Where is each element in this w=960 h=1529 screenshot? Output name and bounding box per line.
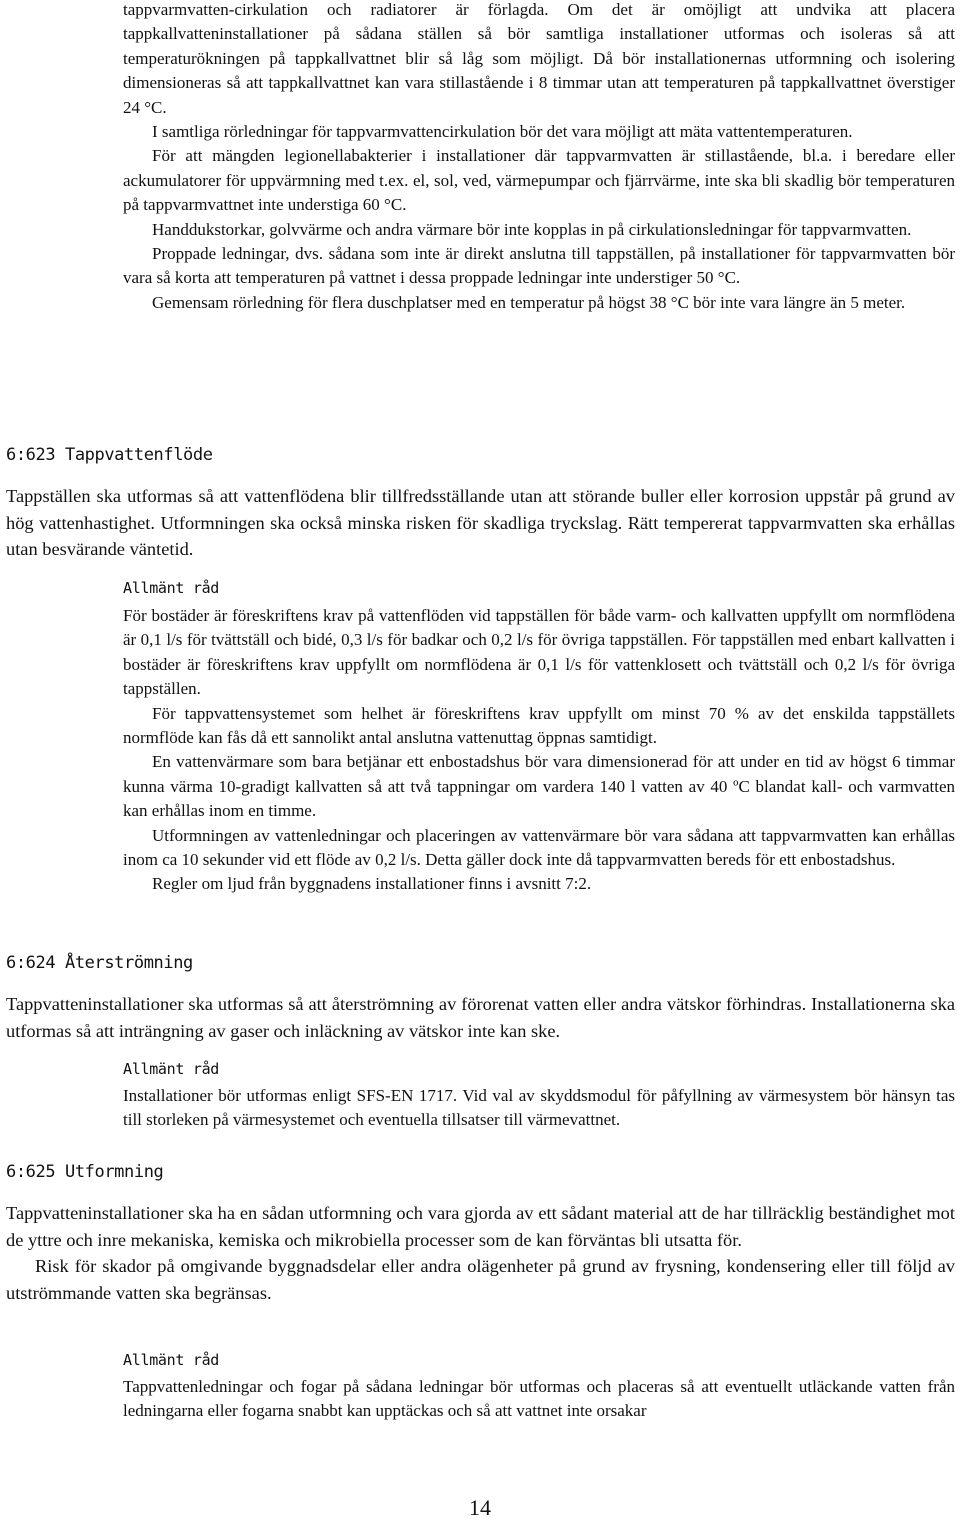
advice-paragraph: En vattenvärmare som bara betjänar ett enbostadshus bör vara dimensionerad för att under en tid av högst 6 timmar kunna värma 10-gradigt kallvatten så att två tappningar om vardera 140 l vatten av 40 ºC blandat kall- och varmvatten kan erhållas inom en timme.: [123, 752, 955, 821]
general-advice-6-625: [123, 1375, 955, 1424]
general-advice-label: Allmänt råd: [123, 1351, 220, 1369]
section-body-6-623: [6, 483, 955, 563]
section-body-6-624: [6, 991, 955, 1044]
rule-paragraph: Tappställen ska utformas så att vattenflödena blir tillfredsställande utan att störande buller eller korrosion uppstår på grund av hög vattenhastighet. Utformningen ska också minska risken för skadliga tryckslag. Rätt tempererat tappvarmvatten ska erhållas utan besvärande väntetid.: [6, 486, 955, 560]
general-advice-label: Allmänt råd: [123, 579, 220, 597]
rule-paragraph: Risk för skador på omgivande byggnadsdelar eller andra olägenheter på grund av frysning, kondensering eller till följd av utströmmande vatten ska begränsas.: [6, 1256, 955, 1303]
advice-paragraph: Proppade ledningar, dvs. sådana som inte är direkt anslutna till tappställen, på installationer för tappvarmvatten bör vara så korta att temperaturen på vattnet i dessa proppade ledningar inte understiger 50 °C.: [123, 244, 955, 288]
advice-paragraph: I samtliga rörledningar för tappvarmvattencirkulation bör det vara möjligt att mäta vattentemperaturen.: [152, 122, 853, 142]
advice-paragraph: Utformningen av vattenledningar och placeringen av vattenvärmare bör vara sådana att tappvarmvatten kan erhållas inom ca 10 sekunder vid ett flöde av 0,2 l/s. Detta gäller dock inte då tappvarmvatten bereds för ett enbostadshus.: [123, 825, 955, 870]
section-heading-6-624: 6:624 Återströmning: [6, 953, 193, 973]
page-number: 14: [469, 1495, 491, 1520]
advice-paragraph: För att mängden legionellabakterier i installationer där tappvarmvatten är stillastående, bl.a. i beredare eller ackumulatorer för uppvärmning med t.ex. el, sol, ved, värmepumpar och fjärrvärme, inte ska bli skadlig bör temperaturen på tappvarmvattnet inte understiga 60 °C.: [123, 146, 955, 215]
advice-paragraph: Gemensam rörledning för flera duschplatser med en temperatur på högst 38 °C bör inte vara längre än 5 meter.: [152, 292, 906, 312]
section-heading-6-623: 6:623 Tappvattenflöde: [6, 445, 213, 465]
top-advice-block: [123, 0, 955, 315]
general-advice-label: Allmänt råd: [123, 1060, 220, 1078]
advice-paragraph: Tappvattenledningar och fogar på sådana ledningar bör utformas och placeras så att eventuellt utläckande vatten från ledningarna eller fogarna snabbt kan upptäckas och så att vattnet inte orsakar: [123, 1377, 955, 1421]
section-heading-6-625: 6:625 Utformning: [6, 1162, 164, 1182]
rule-paragraph: Tappvatteninstallationer ska utformas så att återströmning av förorenat vatten eller andra vätskor förhindras. Installationerna ska utformas så att inträngning av gaser och inläckning av vätskor inte kan ske.: [6, 994, 955, 1041]
advice-paragraph: För bostäder är föreskriftens krav på vattenflöden vid tappställen för både varm- och kallvatten uppfyllt om normflödena är 0,1 l/s för tvättställ och bidé, 0,3 l/s för badkar och 0,2 l/s för övriga tappställen. För tappställen med enbart kallvatten i bostäder är föreskriftens krav uppfyllt om normflödena är 0,1 l/s för vattenklosett och tvättställ och 0,2 l/s för övriga tappställen.: [123, 606, 955, 699]
rule-paragraph: Tappvatteninstallationer ska ha en sådan utformning och vara gjorda av ett sådant material att de har tillräcklig beständighet mot de yttre och inre mekaniska, kemiska och mikrobiella processer som de kan förväntas bli utsatta för.: [6, 1203, 955, 1250]
advice-paragraph: tappvarmvatten-cirkulation och radiatorer är förlagda. Om det är omöjligt att undvika att placera tappkallvatteninstallationer på sådana ställen så bör samtliga installationer utformas och isoleras så att temperaturökningen på tappkallvattnet blir så låg som möjligt. Då bör installationernas utformning och isolering dimensioneras så att tappkallvattnet kan vara stillastående i 8 timmar utan att temperaturen på tappkallvattnet överstiger 24 °C.: [123, 0, 955, 117]
advice-paragraph: Installationer bör utformas enligt SFS-EN 1717. Vid val av skyddsmodul för påfyllning av värmesystem bör hänsyn tas till storleken på värmesystemet och eventuella tillsatser till värmevattnet.: [123, 1086, 955, 1130]
section-body-6-625: [6, 1200, 955, 1306]
advice-paragraph: För tappvattensystemet som helhet är föreskriftens krav uppfyllt om minst 70 % av det enskilda tappställets normflöde kan fås då ett sannolikt antal anslutna vattenuttag öppnas samtidigt.: [123, 703, 955, 748]
general-advice-6-623: [123, 604, 955, 897]
general-advice-6-624: [123, 1084, 955, 1133]
advice-paragraph: Regler om ljud från byggnadens installationer finns i avsnitt 7:2.: [152, 874, 592, 894]
advice-paragraph: Handdukstorkar, golvvärme och andra värmare bör inte kopplas in på cirkulationsledningar för tappvarmvatten.: [152, 219, 912, 239]
